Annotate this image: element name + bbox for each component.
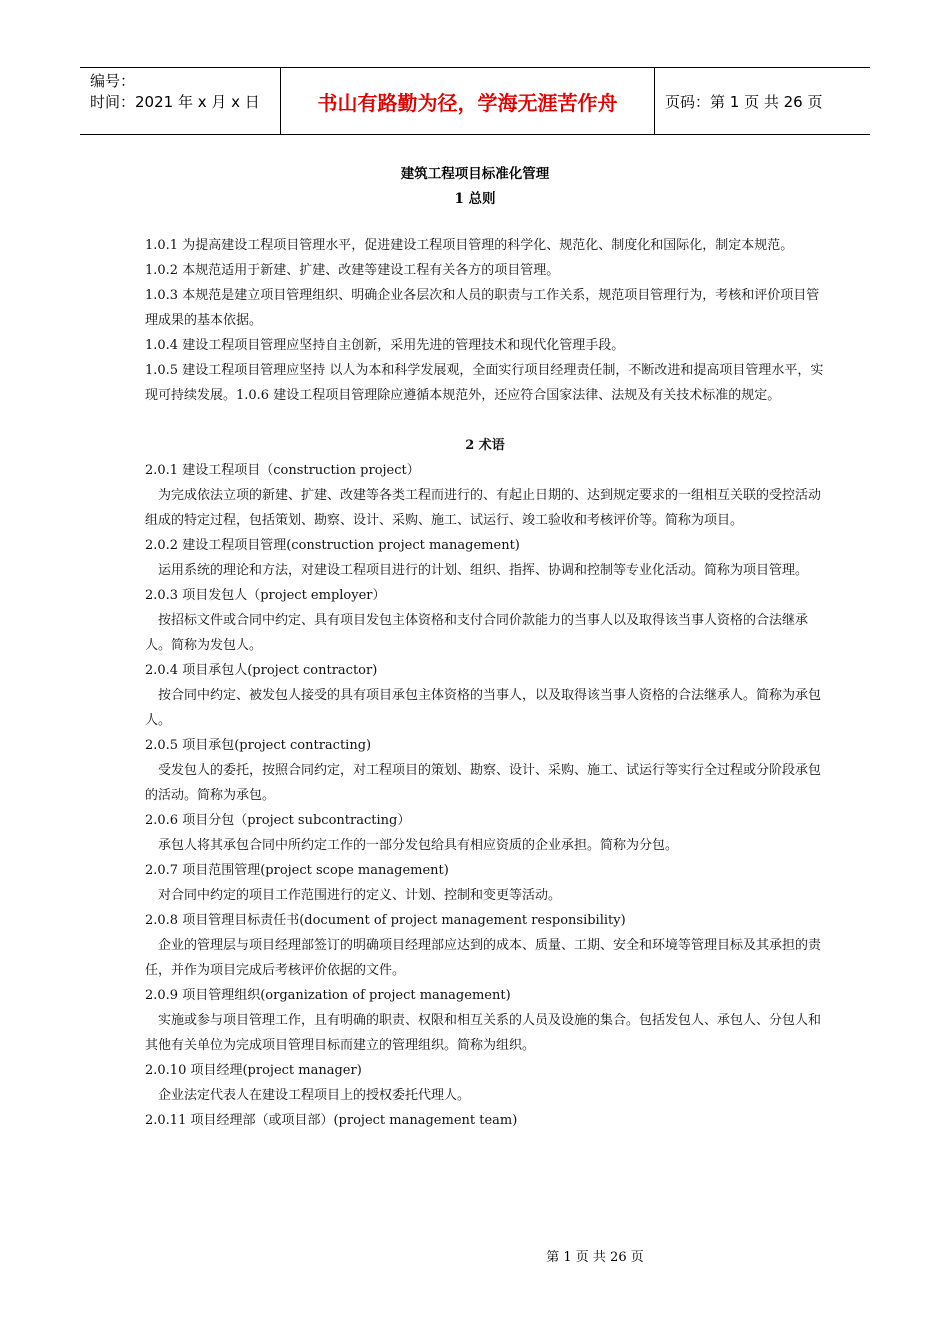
term-2-0-1: 2.0.1 建设工程项目（construction project）	[145, 463, 420, 478]
motto-text: 书山有路勤为径，学海无涯苦作舟	[317, 90, 618, 115]
motto-cell	[281, 68, 655, 134]
definition-2-0-4: 按合同中约定、被发包人接受的具有项目承包主体资格的当事人，以及取得该当事人资格的合法继承人。简称为承包人。	[145, 688, 822, 728]
time-label: 时间：2021 年 x 月 x 日	[90, 93, 260, 111]
paragraph-1-0-2: 1.0.2 本规范适用于新建、扩建、改建等建设工程有关各方的项目管理。	[145, 263, 560, 278]
section-2-title: 2 术语	[465, 438, 505, 453]
definition-2-0-9: 实施或参与项目管理工作，且有明确的职责、权限和相互关系的人员及设施的集合。包括发包人、承包人、分包人和其他有关单位为完成项目管理目标而建立的管理组织。简称为组织。	[145, 1013, 822, 1053]
section-1-title: 1 总则	[454, 191, 496, 207]
paragraph-1-0-1: 1.0.1 为提高建设工程项目管理水平，促进建设工程项目管理的科学化、规范化、制度化和国际化，制定本规范。	[145, 238, 794, 253]
paragraph-1-0-5: 1.0.5 建设工程项目管理应坚持 以人为本和科学发展观，全面实行项目经理责任制，不断改进和提高项目管理水平，实现可持续发展。1.0.6 建设工程项目管理除应遵循本规范外，还应符合国家法律、法规及有关技术标准的规定。	[145, 363, 824, 403]
definition-2-0-5: 受发包人的委托，按照合同约定，对工程项目的策划、勘察、设计、采购、施工、试运行等实行全过程或分阶段承包的活动。简称为承包。	[145, 763, 822, 803]
definition-2-0-7: 对合同中约定的项目工作范围进行的定义、计划、控制和变更等活动。	[158, 888, 562, 903]
term-2-0-10: 2.0.10 项目经理(project manager)	[145, 1063, 362, 1078]
definition-2-0-1: 为完成依法立项的新建、扩建、改建等各类工程而进行的、有起止日期的、达到规定要求的一组相互关联的受控活动组成的特定过程，包括策划、勘察、设计、采购、施工、试运行、竣工验收和考核评价等。简称为项目。	[145, 488, 822, 528]
page-info-cell	[655, 68, 870, 134]
term-2-0-5: 2.0.5 项目承包(project contracting)	[145, 738, 372, 753]
definition-2-0-8: 企业的管理层与项目经理部签订的明确项目经理部应达到的成本、质量、工期、安全和环境等管理目标及其承担的责任，并作为项目完成后考核评价依据的文件。	[145, 938, 822, 978]
term-2-0-2: 2.0.2 建设工程项目管理(construction project management)	[145, 538, 520, 553]
page-info: 页码：第 1 页 共 26 页	[665, 92, 823, 111]
term-2-0-9: 2.0.9 项目管理组织(organization of project management)	[145, 988, 511, 1003]
document-title: 建筑工程项目标准化管理	[400, 166, 550, 182]
term-2-0-8: 2.0.8 项目管理目标责任书(document of project management responsibility)	[145, 913, 626, 928]
term-2-0-4: 2.0.4 项目承包人(project contractor)	[145, 663, 378, 678]
definition-2-0-10: 企业法定代表人在建设工程项目上的授权委托代理人。	[158, 1088, 471, 1103]
header-table	[80, 67, 870, 135]
number-label: 编号：	[90, 72, 136, 90]
paragraph-1-0-3: 1.0.3 本规范是建立项目管理组织、明确企业各层次和人员的职责与工作关系，规范项目管理行为，考核和评价项目管理成果的基本依据。	[145, 288, 820, 328]
paragraph-1-0-4: 1.0.4 建设工程项目管理应坚持自主创新，采用先进的管理技术和现代化管理手段。	[145, 338, 625, 353]
definition-2-0-6: 承包人将其承包合同中所约定工作的一部分发包给具有相应资质的企业承担。简称为分包。	[158, 838, 679, 853]
term-2-0-6: 2.0.6 项目分包（project subcontracting）	[145, 813, 411, 828]
footer-page-number: 第 1 页 共 26 页	[546, 1250, 644, 1265]
term-2-0-3: 2.0.3 项目发包人（project employer）	[145, 588, 386, 603]
term-2-0-7: 2.0.7 项目范围管理(project scope management)	[145, 863, 449, 878]
definition-2-0-3: 按招标文件或合同中约定、具有项目发包主体资格和支付合同价款能力的当事人以及取得该当事人资格的合法继承人。简称为发包人。	[145, 613, 809, 653]
term-2-0-11: 2.0.11 项目经理部（或项目部）(project management team)	[145, 1113, 518, 1128]
header-left-cell	[80, 68, 281, 134]
definition-2-0-2: 运用系统的理论和方法，对建设工程项目进行的计划、组织、指挥、协调和控制等专业化活动。简称为项目管理。	[158, 563, 809, 578]
page-footer	[0, 1246, 950, 1265]
document-body	[145, 233, 825, 1133]
